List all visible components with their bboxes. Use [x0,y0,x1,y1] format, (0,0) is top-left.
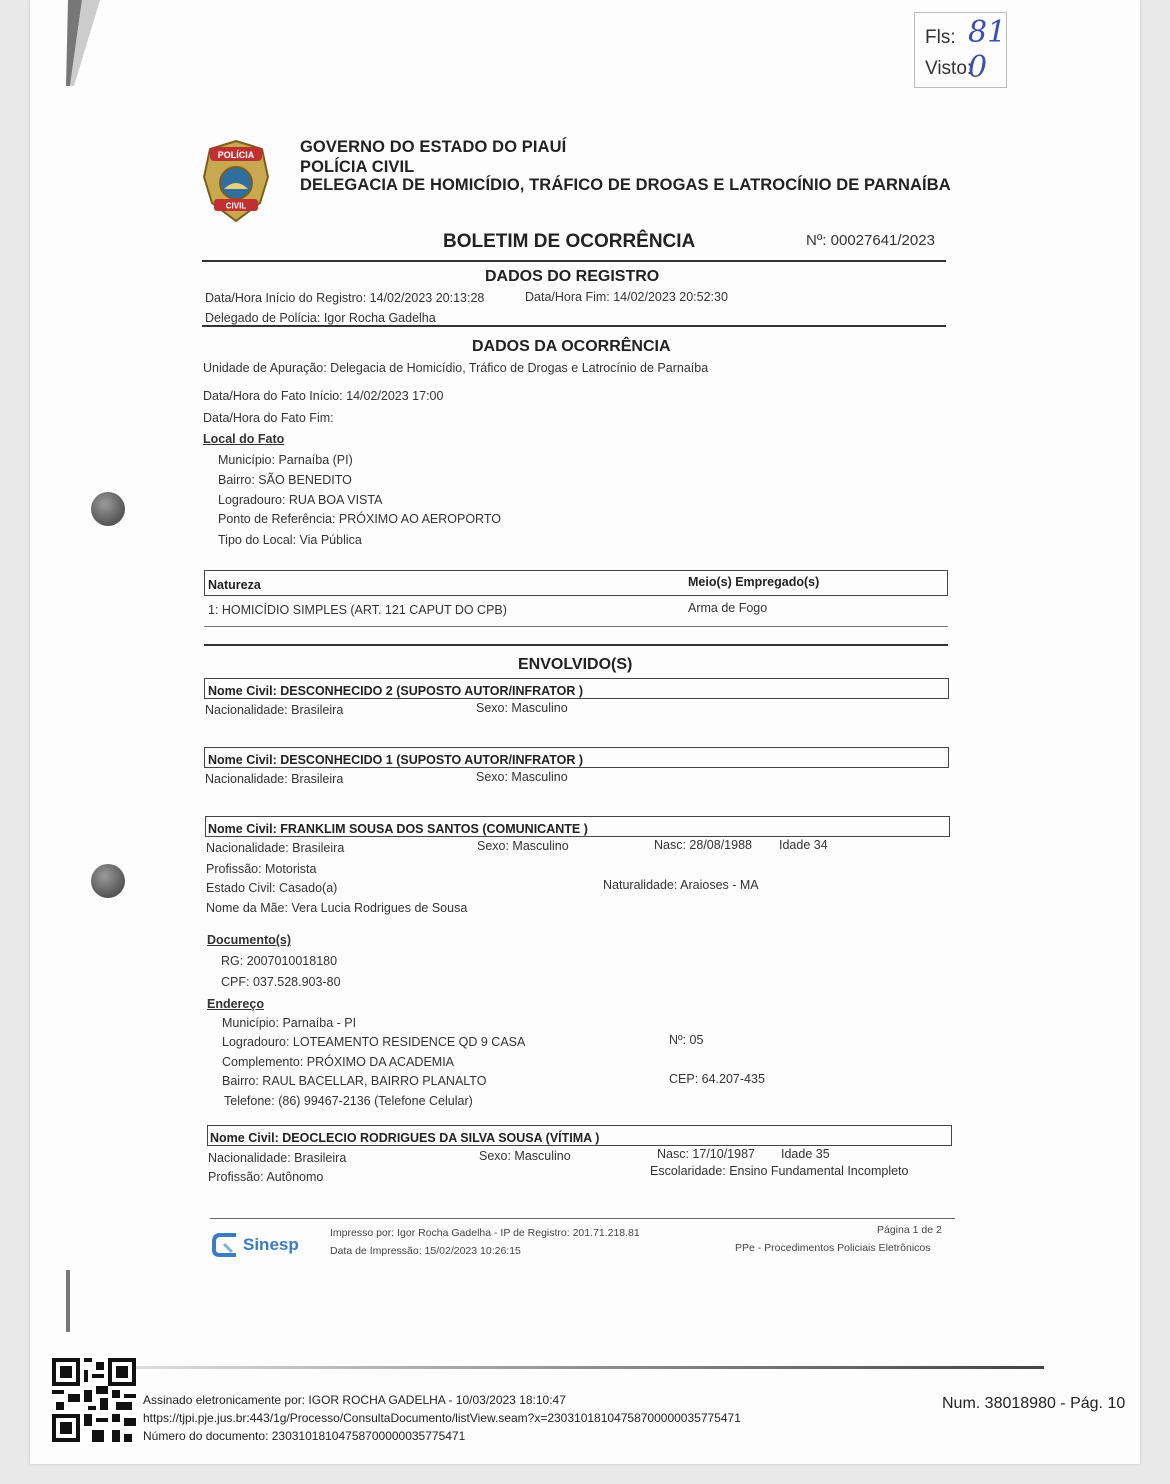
fato-inicio: Data/Hora do Fato Início: 14/02/2023 17:00 [203,389,444,403]
sinesp-logo-text: Sinesp [243,1235,299,1254]
endereco-telefone: Telefone: (86) 99467-2136 (Telefone Celular) [224,1094,473,1108]
header-line-2: POLÍCIA CIVIL [300,158,415,176]
document-title: BOLETIM DE OCORRÊNCIA [443,231,696,252]
signature-document-number: Número do documento: 23031018104758700000035775471 [143,1429,466,1443]
endereco-bairro: Bairro: RAUL BACELLAR, BAIRRO PLANALTO [222,1074,487,1088]
qr-code-icon [52,1358,136,1442]
endereco-logradouro: Logradouro: LOTEAMENTO RESIDENCE QD 9 CASA [222,1035,526,1049]
ocorrencia-heading: DADOS DA OCORRÊNCIA [472,338,671,355]
registro-fim: Data/Hora Fim: 14/02/2023 20:52:30 [525,290,728,304]
sinesp-logo-icon [212,1232,242,1258]
endereco-numero: Nº: 05 [669,1033,704,1047]
documento-cpf: CPF: 037.528.903-80 [221,975,341,989]
envolvido-2-nome: Nome Civil: DESCONHECIDO 1 (SUPOSTO AUTOR/INFRATOR ) [208,753,584,767]
natureza-header-box [204,570,948,596]
fls-stamp-box [914,12,1007,88]
envolvido-3-naturalidade: Naturalidade: Araioses - MA [603,878,759,892]
document-number: Nº: 00027641/2023 [806,232,935,249]
fls-label: Fls: [925,27,956,48]
local-bairro: Bairro: SÃO BENEDITO [218,473,352,487]
registro-delegado: Delegado de Polícia: Igor Rocha Gadelha [205,311,436,325]
footer-sistema: PPe - Procedimentos Policiais Eletrônicos [735,1242,931,1254]
local-tipo: Tipo do Local: Via Pública [218,533,362,547]
signature-url[interactable]: https://tjpi.pje.jus.br:443/1g/Processo/ConsultaDocumento/listView.seam?x=23031018104758700000035775471 [143,1411,741,1425]
natureza-col-label: Natureza [208,578,261,592]
envolvido-4-escolaridade: Escolaridade: Ensino Fundamental Incompleto [650,1164,909,1178]
envolvido-3-nome: Nome Civil: FRANKLIM SOUSA DOS SANTOS (COMUNICANTE ) [208,822,588,836]
rule-envolvidos-top [204,644,948,646]
ocorrencia-unidade: Unidade de Apuração: Delegacia de Homicídio, Tráfico de Drogas e Latrocínio de Parnaíba [203,361,709,375]
envolvido-1-nome: Nome Civil: DESCONHECIDO 2 (SUPOSTO AUTOR/INFRATOR ) [208,684,584,698]
envolvido-3-idade: Idade 34 [779,838,828,852]
rule-title [202,260,946,262]
meio-item: Arma de Fogo [688,601,768,615]
registro-heading: DADOS DO REGISTRO [485,268,660,285]
page-number: Num. 38018980 - Pág. 10 [942,1395,1126,1412]
endereco-heading: Endereço [207,997,264,1011]
envolvido-4-nasc: Nasc: 17/10/1987 [657,1147,755,1161]
natureza-item: 1: HOMICÍDIO SIMPLES (ART. 121 CAPUT DO CPB) [208,603,507,617]
meio-col-label: Meio(s) Empregado(s) [688,575,820,589]
envolvido-2-sexo: Sexo: Masculino [476,770,568,784]
visto-label: Visto: [925,58,973,79]
signature-line-1: Assinado eletronicamente por: IGOR ROCHA GADELHA - 10/03/2023 18:10:47 [143,1393,566,1407]
envolvido-3-nacionalidade: Nacionalidade: Brasileira [206,841,345,855]
envolvido-4-nacionalidade: Nacionalidade: Brasileira [208,1151,347,1165]
envolvido-3-sexo: Sexo: Masculino [477,839,569,853]
fls-handwritten: 81 0 [968,15,1007,85]
local-logradouro: Logradouro: RUA BOA VISTA [218,493,383,507]
envolvido-3-mae: Nome da Mãe: Vera Lucia Rodrigues de Sousa [206,901,468,915]
police-badge-icon [200,137,272,225]
local-referencia: Ponto de Referência: PRÓXIMO AO AEROPORTO [218,512,501,526]
envolvido-4-nome: Nome Civil: DEOCLECIO RODRIGUES DA SILVA SOUSA (VÍTIMA ) [210,1131,600,1145]
envolvido-3-estado-civil: Estado Civil: Casado(a) [206,881,338,895]
scan-bottom-edge [136,1366,1044,1369]
envolvidos-heading: ENVOLVIDO(S) [518,656,633,673]
local-municipio: Município: Parnaíba (PI) [218,453,353,467]
document-page [30,0,1140,1464]
scan-shadow [60,0,120,90]
envolvido-2-nacionalidade: Nacionalidade: Brasileira [205,772,344,786]
documentos-heading: Documento(s) [207,933,292,947]
registro-inicio: Data/Hora Início do Registro: 14/02/2023 20:13:28 [205,291,485,305]
rule-natureza-bottom [204,626,948,627]
header-line-3: DELEGACIA DE HOMICÍDIO, TRÁFICO DE DROGAS E LATROCÍNIO DE PARNAÍBA [300,176,951,194]
envolvido-1-nacionalidade: Nacionalidade: Brasileira [205,703,344,717]
envolvido-3-nasc: Nasc: 28/08/1988 [654,838,752,852]
envolvido-4-idade: Idade 35 [781,1147,830,1161]
footer-data-impressao: Data de Impressão: 15/02/2023 10:26:15 [330,1245,521,1257]
local-heading: Local do Fato [203,432,285,446]
scan-edge [66,1270,70,1332]
documento-rg: RG: 2007010018180 [221,954,338,968]
binder-hole-1 [91,492,125,526]
binder-hole-2 [91,864,125,898]
badge-bottom-text: CIVIL [225,201,247,211]
footer-pagina: Página 1 de 2 [877,1224,942,1236]
rule-footer [210,1218,955,1219]
envolvido-4-sexo: Sexo: Masculino [479,1149,571,1163]
endereco-municipio: Município: Parnaíba - PI [222,1016,357,1030]
endereco-cep: CEP: 64.207-435 [669,1072,765,1086]
header-line-1: GOVERNO DO ESTADO DO PIAUÍ [300,138,567,156]
rule-registro [202,325,946,327]
envolvido-4-profissao: Profissão: Autônomo [208,1170,324,1184]
envolvido-3-profissao: Profissão: Motorista [206,862,317,876]
fato-fim: Data/Hora do Fato Fim: [203,411,334,425]
badge-top-text: POLÍCIA [217,150,255,160]
footer-impresso: Impresso por: Igor Rocha Gadelha - IP de Registro: 201.71.218.81 [330,1227,640,1239]
envolvido-1-sexo: Sexo: Masculino [476,701,568,715]
endereco-complemento: Complemento: PRÓXIMO DA ACADEMIA [222,1055,455,1069]
